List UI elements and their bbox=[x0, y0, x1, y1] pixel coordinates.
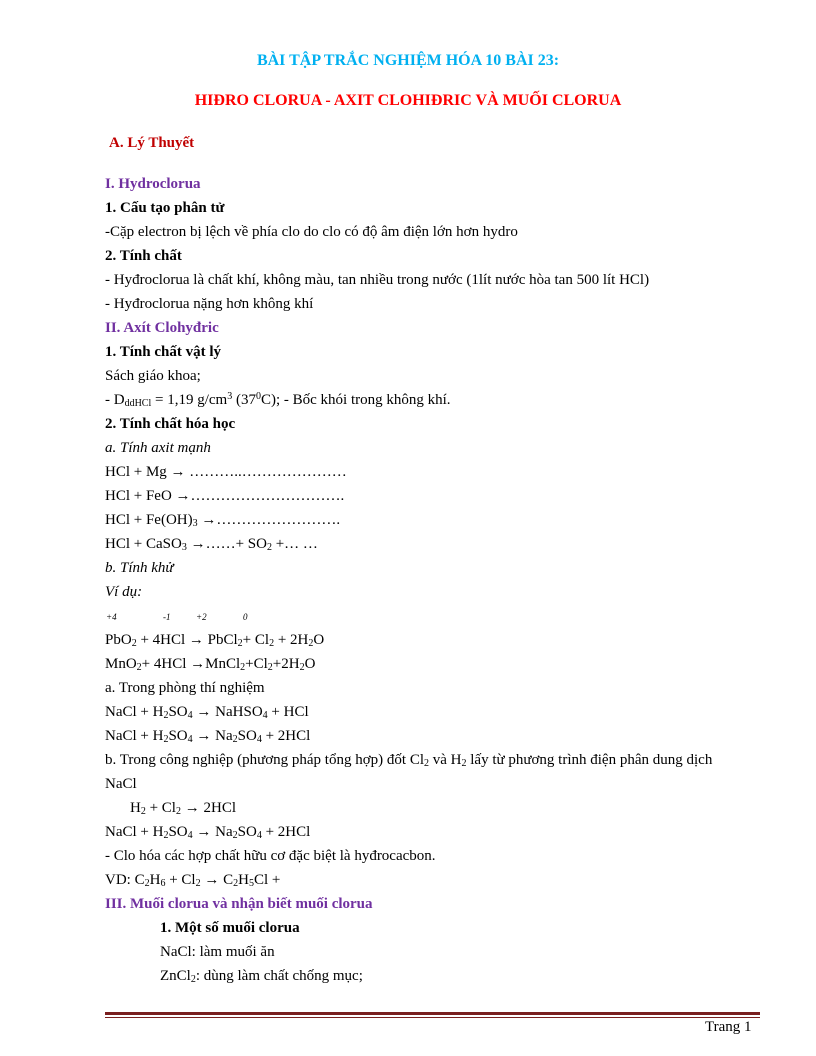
properties-text-2: - Hyđroclorua nặng hơn không khí bbox=[105, 296, 314, 312]
lab-prep-heading: a. Trong phòng thí nghiệm bbox=[105, 680, 265, 696]
example-chlorination: VD: $C_2H_6 + Cl_2 \to C_2H_5Cl$ + bbox=[105, 872, 281, 889]
equation-hcl-caso3: HCl + CaSO$_3$ →……+ $SO_2$ +… … bbox=[105, 536, 318, 553]
chemical-properties-heading: 2. Tính chất hóa học bbox=[105, 416, 236, 432]
equation-lab-1: NaCl + $H_2SO_4$ → NaHSO$_4$ + HCl bbox=[105, 704, 309, 721]
properties-heading: 2. Tính chất bbox=[105, 248, 182, 264]
footer-rule bbox=[105, 1012, 760, 1018]
industrial-prep-text-cont: NaCl bbox=[105, 776, 137, 792]
equation-hcl-feoh3: HCl + $Fe(OH)_3$ →……………………. bbox=[105, 512, 341, 529]
physical-properties-heading: 1. Tính chất vật lý bbox=[105, 344, 221, 360]
section-salts-heading: III. Muối clorua và nhận biết muối clorua bbox=[105, 896, 373, 912]
industrial-prep-text: b. Trong công nghiệp (phương pháp tổng hợp) đốt $Cl_2$ và $H_2$ lấy từ phương trình điện phân dung dịch bbox=[105, 752, 713, 769]
reducing-subheading: b. Tính khử bbox=[105, 560, 174, 576]
page-number: Trang 1 bbox=[705, 1019, 752, 1035]
section-hydroclorua-heading: I. Hydroclorua bbox=[105, 176, 201, 192]
example-label: Ví dụ: bbox=[105, 584, 143, 600]
equation-industrial: NaCl + $H_2SO_4 \to Na_2SO_4 + 2HCl$ bbox=[105, 824, 311, 841]
equation-hcl-feo: HCl + FeO →…………………………. bbox=[105, 488, 345, 504]
oxidation-state-cl-zero: 0 bbox=[243, 612, 248, 622]
oxidation-state-pb-plus2: +2 bbox=[196, 612, 207, 622]
page-title-line1: BÀI TẬP TRẮC NGHIỆM HÓA 10 BÀI 23: bbox=[256, 52, 560, 69]
molecular-structure-heading: 1. Cấu tạo phân tử bbox=[105, 200, 225, 216]
chlorination-text: - Clo hóa các hợp chất hữu cơ đặc biệt là hyđrocacbon. bbox=[105, 848, 436, 864]
density-line: - $D_{ddHCl} = 1,19$ $g/cm^3$ $(37^0C)$; - Bốc khói trong không khí. bbox=[105, 391, 451, 409]
properties-text-1: - Hyđroclorua là chất khí, không màu, tan nhiều trong nước (1lít nước hòa tan 500 lít HCl) bbox=[105, 272, 650, 288]
theory-heading: A. Lý Thuyết bbox=[109, 135, 195, 151]
equation-synthesis: $H_2 + Cl_2 \to 2HCl$ bbox=[130, 800, 236, 817]
molecular-structure-text: -Cặp electron bị lệch về phía clo do clo có độ âm điện lớn hơn hydro bbox=[105, 224, 518, 240]
strong-acid-subheading: a. Tính axit mạnh bbox=[105, 440, 211, 456]
oxidation-state-pb: +4 bbox=[106, 612, 117, 622]
some-salts-heading: 1. Một số muối clorua bbox=[160, 920, 300, 936]
page-title-line2: HIĐRO CLORUA - AXIT CLOHIĐRIC VÀ MUỐI CLORUA bbox=[194, 92, 622, 109]
equation-mno2: $MnO_2+ 4HCl \to MnCl_2+Cl_2+2H_2O$ bbox=[105, 656, 316, 673]
textbook-note: Sách giáo khoa; bbox=[105, 368, 201, 384]
nacl-use: NaCl: làm muối ăn bbox=[160, 944, 275, 960]
section-axit-heading: II. Axít Clohyđric bbox=[105, 320, 219, 336]
equation-hcl-mg: HCl + Mg → ………..………………… bbox=[105, 464, 347, 480]
zncl2-use: ZnCl$_2$: dùng làm chất chống mục; bbox=[160, 968, 363, 985]
oxidation-state-cl-minus: -1 bbox=[163, 612, 171, 622]
equation-lab-2: NaCl + $H_2SO_4 \to Na_2SO_4 + 2HCl$ bbox=[105, 728, 311, 745]
equation-pbo2: PbO$_2$ + 4HCl → PbCl$_2$+ $Cl_2 + 2H_2O$ bbox=[105, 632, 325, 649]
